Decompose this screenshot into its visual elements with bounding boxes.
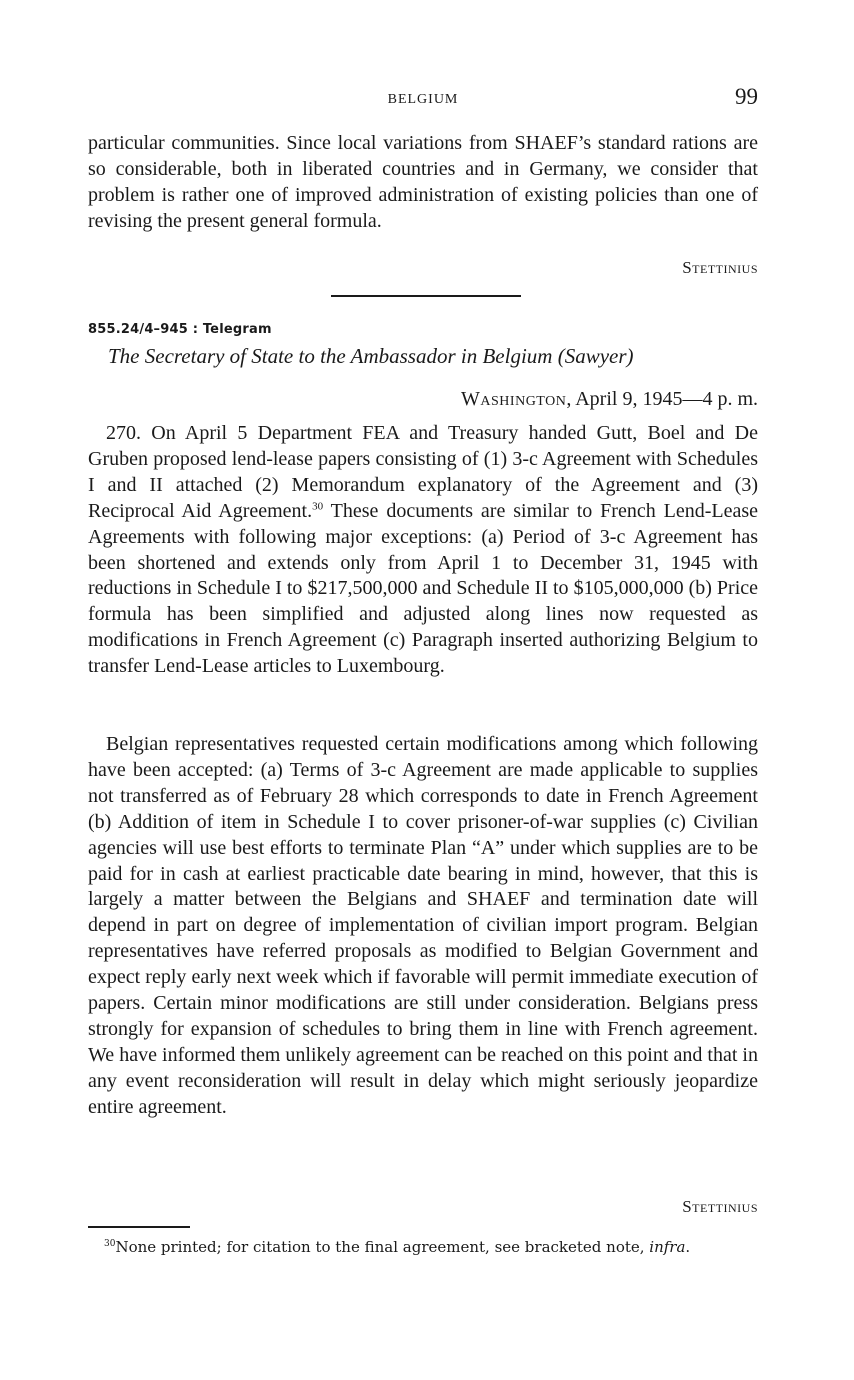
document-title: The Secretary of State to the Ambassador in Belgium (Sawyer)	[108, 344, 634, 368]
signature-top: Stettinius	[682, 258, 758, 277]
footnote-reference: 30	[312, 500, 324, 513]
dateline-date: , April 9, 1945—4 p. m.	[566, 388, 758, 410]
telegram-paragraph-1	[88, 421, 758, 680]
continuation-paragraph: particular communities. Since local variations from SHAEF’s standard rations are so considerable, both in liberated countries and in Germany, we consider that problem is rather one of improved administration of existing policies than one of revising the present general formula.	[88, 132, 758, 232]
footnote-text: None printed; for citation to the final agreement, see bracketed note,	[115, 1238, 650, 1256]
footnote-number: 30	[104, 1239, 116, 1249]
dateline-place: Washington	[461, 388, 567, 410]
telegram-paragraph-2: Belgian representatives requested certain modifications among which following have been accepted: (a) Terms of 3-c Agreement are made applicable to supplies not transferred as of February 28 which corresponds to date in French Agreement (b) Addition of item in Schedule I to cover prisoner-of-war supplies (c) Civilian agencies will use best efforts to terminate Plan “A” under which supplies are to be paid for in cash at earliest practicable date bearing in mind, however, that this is largely a matter between the Belgians and SHAEF and termination date will depend in part on degree of implementation of civilian import program. Belgian representatives have referred proposals as modified to Belgian Government and expect reply early next week which if favorable will permit immediate execution of papers. Certain minor modifications are still under consideration. Belgians press strongly for expansion of schedules to bring them in line with French agreement. We have informed them unlikely agreement can be reached on this point and that in any event reconsideration will result in delay which might seriously jeopardize entire agreement.	[88, 733, 758, 1118]
running-title: BELGIUM	[387, 92, 459, 107]
footnote-italic: infra	[649, 1238, 686, 1256]
footnote	[104, 1238, 690, 1256]
file-reference: 855.24/4–945 : Telegram	[88, 322, 272, 337]
paragraph-1-text: 270. On April 5 Department FEA and Treasury handed Gutt, Boel and De Gruben proposed lend-lease papers consisting of (1) 3-c Agreement with Schedules I and II attached (2) Memorandum explanatory of the Agreement and (3) Reciprocal Aid Agreement.	[88, 422, 758, 522]
running-head	[88, 84, 758, 114]
footnote-end: .	[685, 1238, 691, 1256]
signature-bottom: Stettinius	[682, 1197, 758, 1216]
footnote-divider	[88, 1226, 190, 1228]
page-number: 99	[735, 84, 758, 109]
section-divider	[331, 295, 521, 297]
dateline	[461, 388, 758, 411]
paragraph-1-text-continued: These documents are similar to French Lend-Lease Agreements with following major exceptions: (a) Period of 3-c Agreement has been shortened and extends only from April 1 to December 31, 1945 with reductions in Schedule I to $217,500,000 and Schedule II to $105,000,000 (b) Price formula has been simplified and adjusted along lines now requested as modifications in French Agreement (c) Paragraph inserted authorizing Belgium to transfer Lend-Lease articles to Luxembourg.	[88, 499, 759, 678]
